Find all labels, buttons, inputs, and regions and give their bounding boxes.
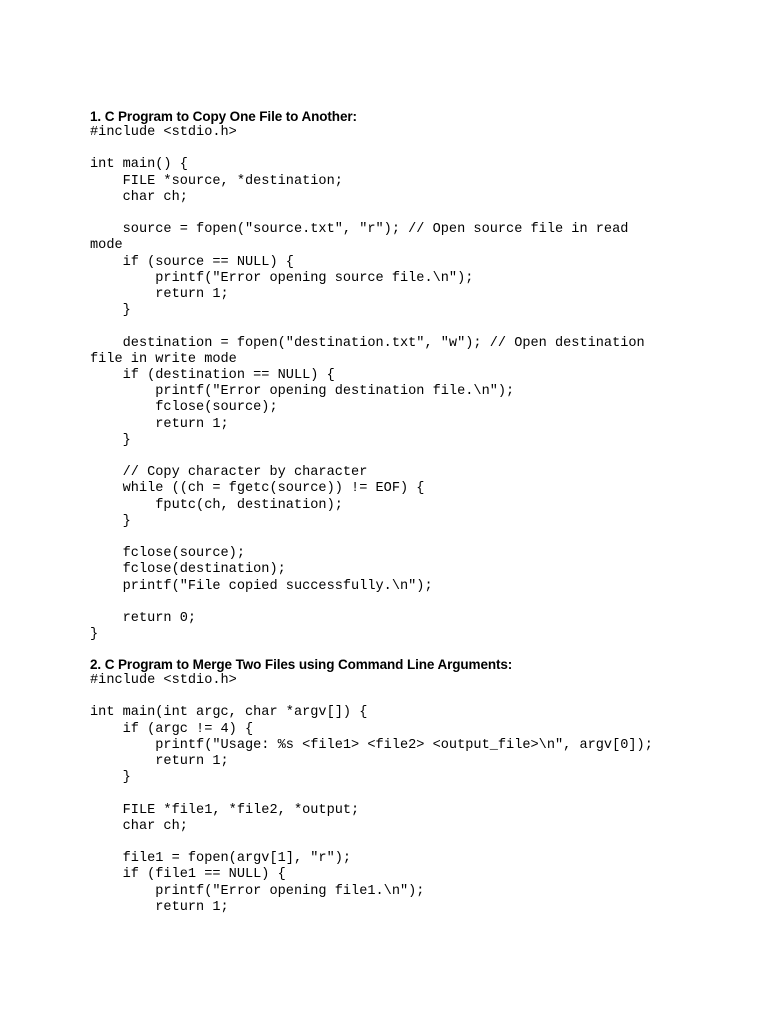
section-copy-file bbox=[90, 109, 760, 644]
code-listing: #include <stdio.h> int main() { FILE *source, *destination; char ch; source = fopen("source.txt", "r"); // Open source file in read mode if (source == NULL) { printf("Error opening source file.\n"); return 1; } destination = fopen("destination.txt", "w"); // Open destination file in write mode if (destination == NULL) { printf("Error opening destination file.\n"); fclose(source); return 1; } // Copy character by character while ((ch = fgetc(source)) != EOF) { fputc(ch, destination); } fclose(source); fclose(destination); printf("File copied successfully.\n"); return 0; } bbox=[90, 125, 645, 643]
section-heading: 2. C Program to Merge Two Files using Command Line Arguments: bbox=[90, 657, 513, 672]
code-listing: #include <stdio.h> int main(int argc, char *argv[]) { if (argc != 4) { printf("Usage: %s <file1> <file2> <output_file>\n", argv[0]); return 1; } FILE *file1, *file2, *output; char ch; file1 = fopen(argv[1], "r"); if (file1 == NULL) { printf("Error opening file1.\n"); return 1; bbox=[90, 673, 653, 915]
section-merge-files bbox=[90, 657, 760, 916]
section-heading: 1. C Program to Copy One File to Another: bbox=[90, 109, 357, 124]
